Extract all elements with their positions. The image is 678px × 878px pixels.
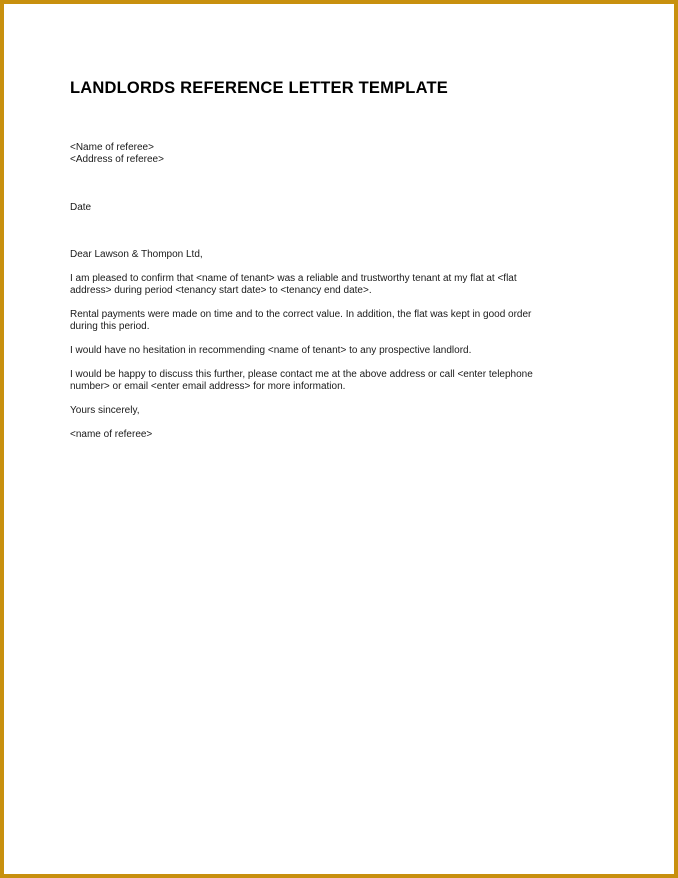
closing: Yours sincerely, (70, 405, 140, 416)
signature: <name of referee> (70, 429, 153, 440)
salutation: Dear Lawson & Thompon Ltd, (70, 249, 203, 260)
paragraph-contact: I would be happy to discuss this further, please contact me at the above address or call <enter telephone number> or email <enter email address> for more information. (70, 369, 533, 392)
letter-date: Date (70, 202, 92, 213)
referee-name: <Name of referee> (70, 142, 154, 153)
document-title: LANDLORDS REFERENCE LETTER TEMPLATE (70, 79, 448, 97)
paragraph-rental-payments: Rental payments were made on time and to the correct value. In addition, the flat was kept in good order during this period. (70, 309, 532, 332)
referee-block (70, 142, 610, 166)
paragraph-tenancy-confirmation: I am pleased to confirm that <name of tenant> was a reliable and trustworthy tenant at my flat at <flat address> during period <tenancy start date> to <tenancy end date>. (70, 273, 517, 296)
referee-address: <Address of referee> (70, 154, 164, 165)
paragraph-recommendation: I would have no hesitation in recommending <name of tenant> to any prospective landlord. (70, 345, 472, 356)
